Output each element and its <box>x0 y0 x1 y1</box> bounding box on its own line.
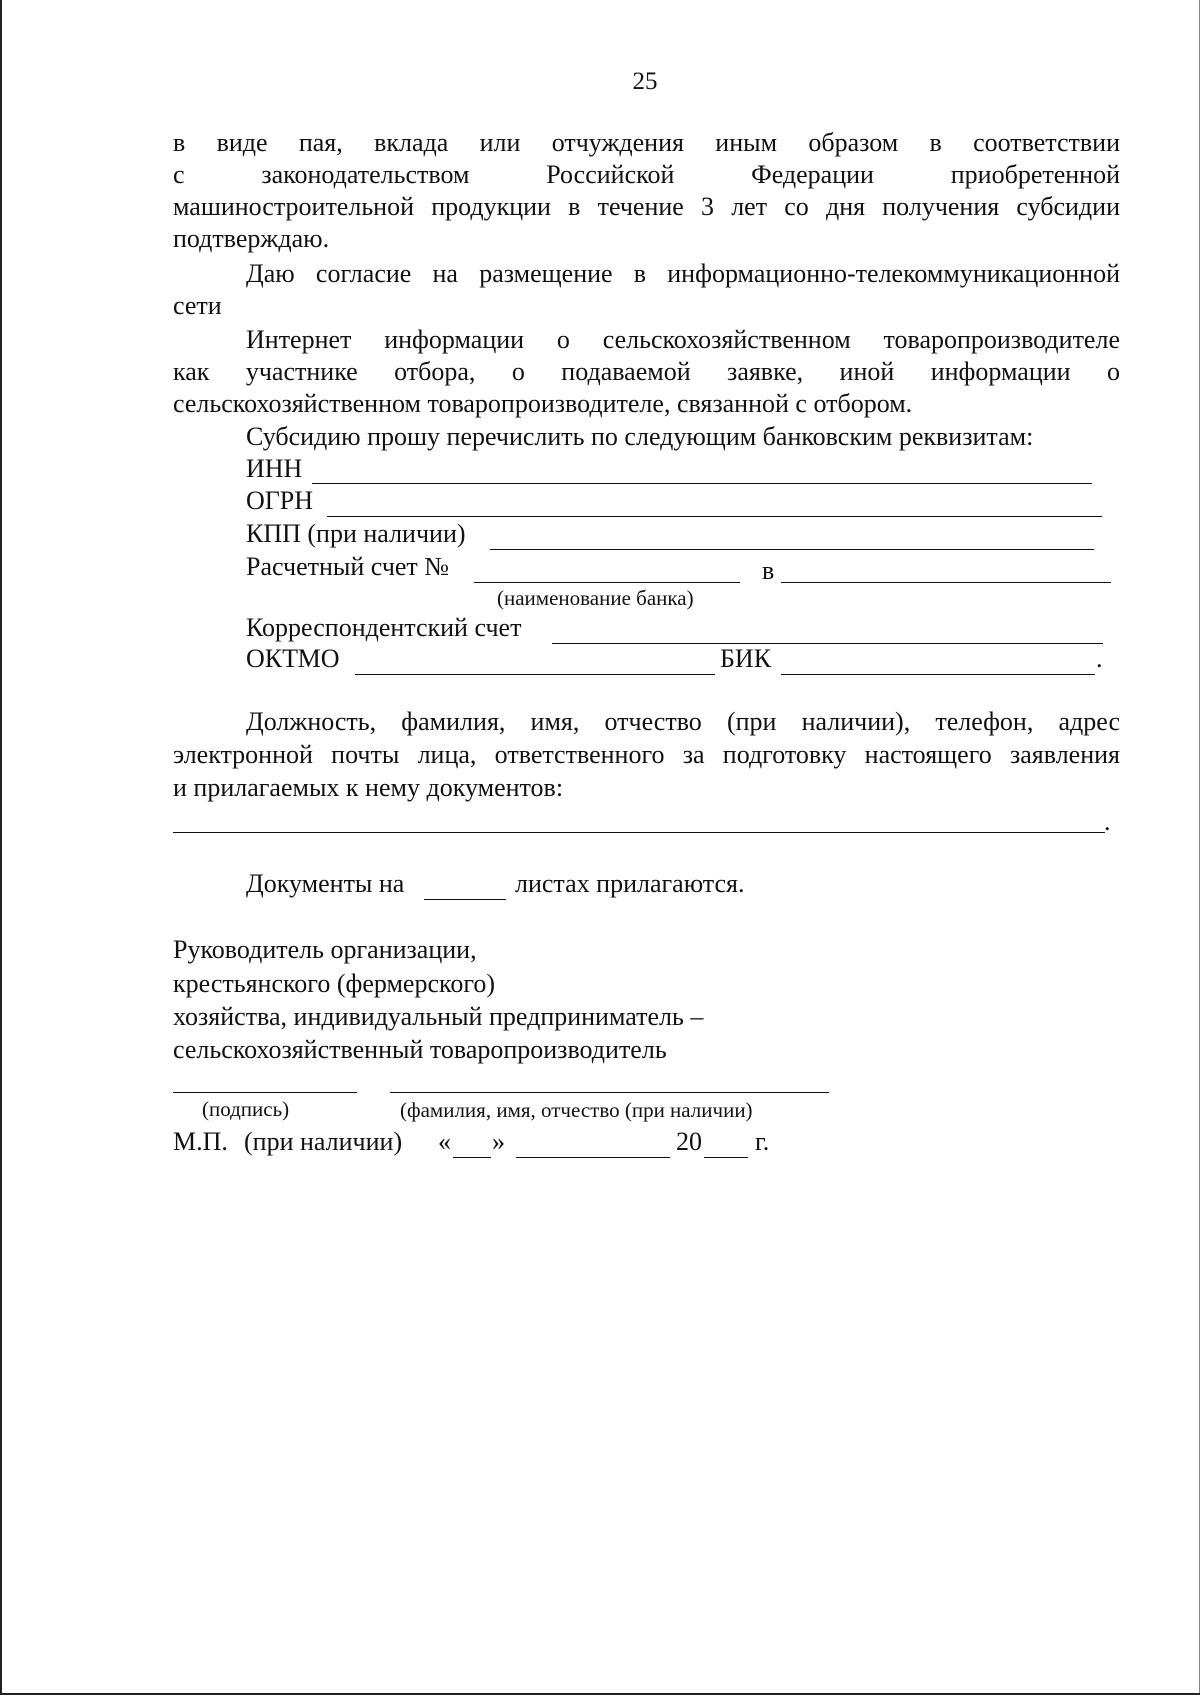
kpp-label: КПП (при наличии) <box>246 519 466 548</box>
date-year-prefix: 20 <box>676 1127 702 1156</box>
consent-line-1: Даю согласие на размещение в информационно-телекоммуникационной <box>246 259 1120 288</box>
inn-field-line[interactable] <box>312 483 1092 484</box>
stamp-hint: (при наличии) <box>244 1127 403 1156</box>
date-day-line[interactable] <box>453 1157 491 1158</box>
date-month-line[interactable] <box>516 1157 670 1158</box>
page-number: 25 <box>632 68 658 95</box>
corr-account-field-line[interactable] <box>552 643 1103 644</box>
full-name-line[interactable] <box>390 1092 829 1093</box>
full-name-hint: (фамилия, имя, отчество (при наличии) <box>400 1098 753 1122</box>
kpp-field-line[interactable] <box>490 549 1094 550</box>
scan-border-left <box>0 0 2 1695</box>
date-year-suffix: г. <box>755 1127 770 1156</box>
responsible-field-line[interactable] <box>173 832 1105 833</box>
bank-name-field-line[interactable] <box>781 582 1111 583</box>
documents-prefix: Документы на <box>246 869 405 898</box>
oktmo-field-line[interactable] <box>355 674 715 675</box>
corr-account-label: Корреспондентский счет <box>246 613 522 642</box>
consent-line-2: сети <box>173 291 222 320</box>
responsible-end-period: . <box>1104 807 1111 836</box>
date-year-line[interactable] <box>704 1157 748 1158</box>
disposal-line-1: в виде пая, вклада или отчуждения иным образом в соответствии <box>173 128 1120 157</box>
signatory-line-4: сельскохозяйственный товаропроизводитель <box>173 1035 667 1064</box>
account-label: Расчетный счет № <box>246 552 450 581</box>
bik-end-period: . <box>1096 644 1103 673</box>
bank-details-intro: Субсидию прошу перечислить по следующим банковским реквизитам: <box>246 422 1034 451</box>
signature-hint: (подпись) <box>202 1097 290 1121</box>
date-quote-open: « <box>438 1127 451 1156</box>
oktmo-label: ОКТМО <box>246 644 340 673</box>
documents-suffix: листах прилагаются. <box>515 869 745 898</box>
disposal-line-3: машиностроительной продукции в течение 3 лет со дня получения субсидии <box>173 192 1120 221</box>
internet-line-1: Интернет информации о сельскохозяйственном товаропроизводителе <box>246 325 1120 354</box>
disposal-line-2: с законодательством Российской Федерации приобретенной <box>173 160 1120 189</box>
responsible-line-3: и прилагаемых к нему документов: <box>173 773 564 802</box>
stamp-label: М.П. <box>173 1127 228 1156</box>
account-field-line[interactable] <box>474 582 740 583</box>
ogrn-label: ОГРН <box>246 486 314 515</box>
bik-field-line[interactable] <box>781 674 1095 675</box>
bank-name-hint: (наименование банка) <box>497 586 694 610</box>
signatory-line-3: хозяйства, индивидуальный предприниматель – <box>173 1002 704 1031</box>
documents-count-line[interactable] <box>424 899 506 900</box>
responsible-line-1: Должность, фамилия, имя, отчество (при наличии), телефон, адрес <box>246 707 1120 736</box>
bik-label: БИК <box>720 644 772 673</box>
date-quote-close: » <box>492 1127 505 1156</box>
disposal-line-4: подтверждаю. <box>173 224 330 253</box>
responsible-line-2: электронной почты лица, ответственного за подготовку настоящего заявления <box>173 740 1120 769</box>
inn-label: ИНН <box>246 454 303 483</box>
bank-in-label: в <box>762 556 775 585</box>
signature-line[interactable] <box>173 1092 357 1093</box>
internet-line-3: сельскохозяйственном товаропроизводителе, связанной с отбором. <box>173 389 913 418</box>
signatory-line-1: Руководитель организации, <box>173 935 477 964</box>
internet-line-2: как участнике отбора, о подаваемой заявке, иной информации о <box>173 357 1120 386</box>
ogrn-field-line[interactable] <box>327 516 1102 517</box>
signatory-line-2: крестьянского (фермерского) <box>173 969 495 998</box>
